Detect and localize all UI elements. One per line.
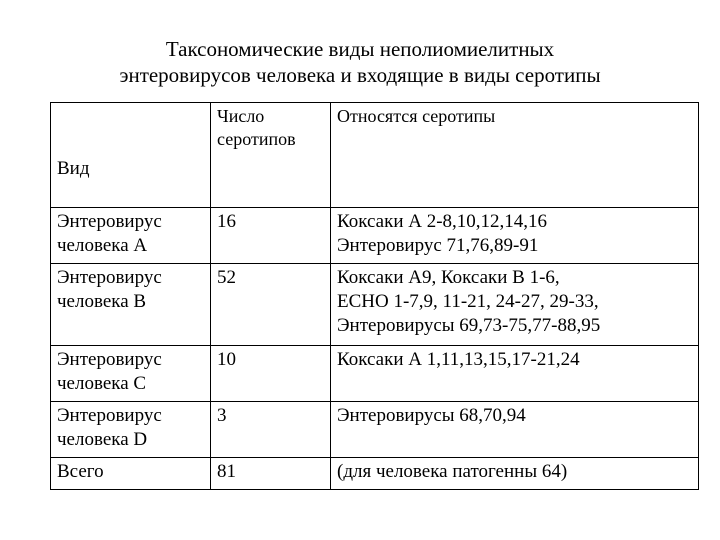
total-note: (для человека патогенны 64): [331, 458, 699, 490]
total-row: [51, 458, 699, 490]
count-cell: 16: [211, 208, 331, 264]
table-row: [51, 402, 699, 458]
species-cell: Энтеровирус человека D: [51, 402, 211, 458]
serotypes-cell: Коксаки А 2-8,10,12,14,16 Энтеровирус 71,76,89-91: [331, 208, 699, 264]
species-cell: Энтеровирус человека С: [51, 346, 211, 402]
species-cell: Энтеровирус человека А: [51, 208, 211, 264]
serotypes-cell: Коксаки А9, Коксаки В 1-6, ЕСНО 1-7,9, 11-21, 24-27, 29-33, Энтеровирусы 69,73-75,77-88,95: [331, 264, 699, 346]
total-count: 81: [211, 458, 331, 490]
total-label: Всего: [51, 458, 211, 490]
count-cell: 10: [211, 346, 331, 402]
page-title: [0, 36, 720, 88]
count-cell: 3: [211, 402, 331, 458]
table-row: [51, 346, 699, 402]
title-line-1: Таксономические виды неполиомиелитных: [165, 37, 555, 61]
serotypes-cell: Коксаки А 1,11,13,15,17-21,24: [331, 346, 699, 402]
count-cell: 52: [211, 264, 331, 346]
table-row: [51, 264, 699, 346]
header-count: Число серотипов: [211, 103, 331, 208]
header-species: Вид: [51, 103, 211, 208]
title-line-2: энтеровирусов человека и входящие в виды серотипы: [119, 63, 601, 87]
serotype-table: [50, 102, 699, 490]
table-row: [51, 208, 699, 264]
species-cell: Энтеровирус человека В: [51, 264, 211, 346]
table-header-row: [51, 103, 699, 208]
serotypes-cell: Энтеровирусы 68,70,94: [331, 402, 699, 458]
header-serotypes: Относятся серотипы: [331, 103, 699, 208]
